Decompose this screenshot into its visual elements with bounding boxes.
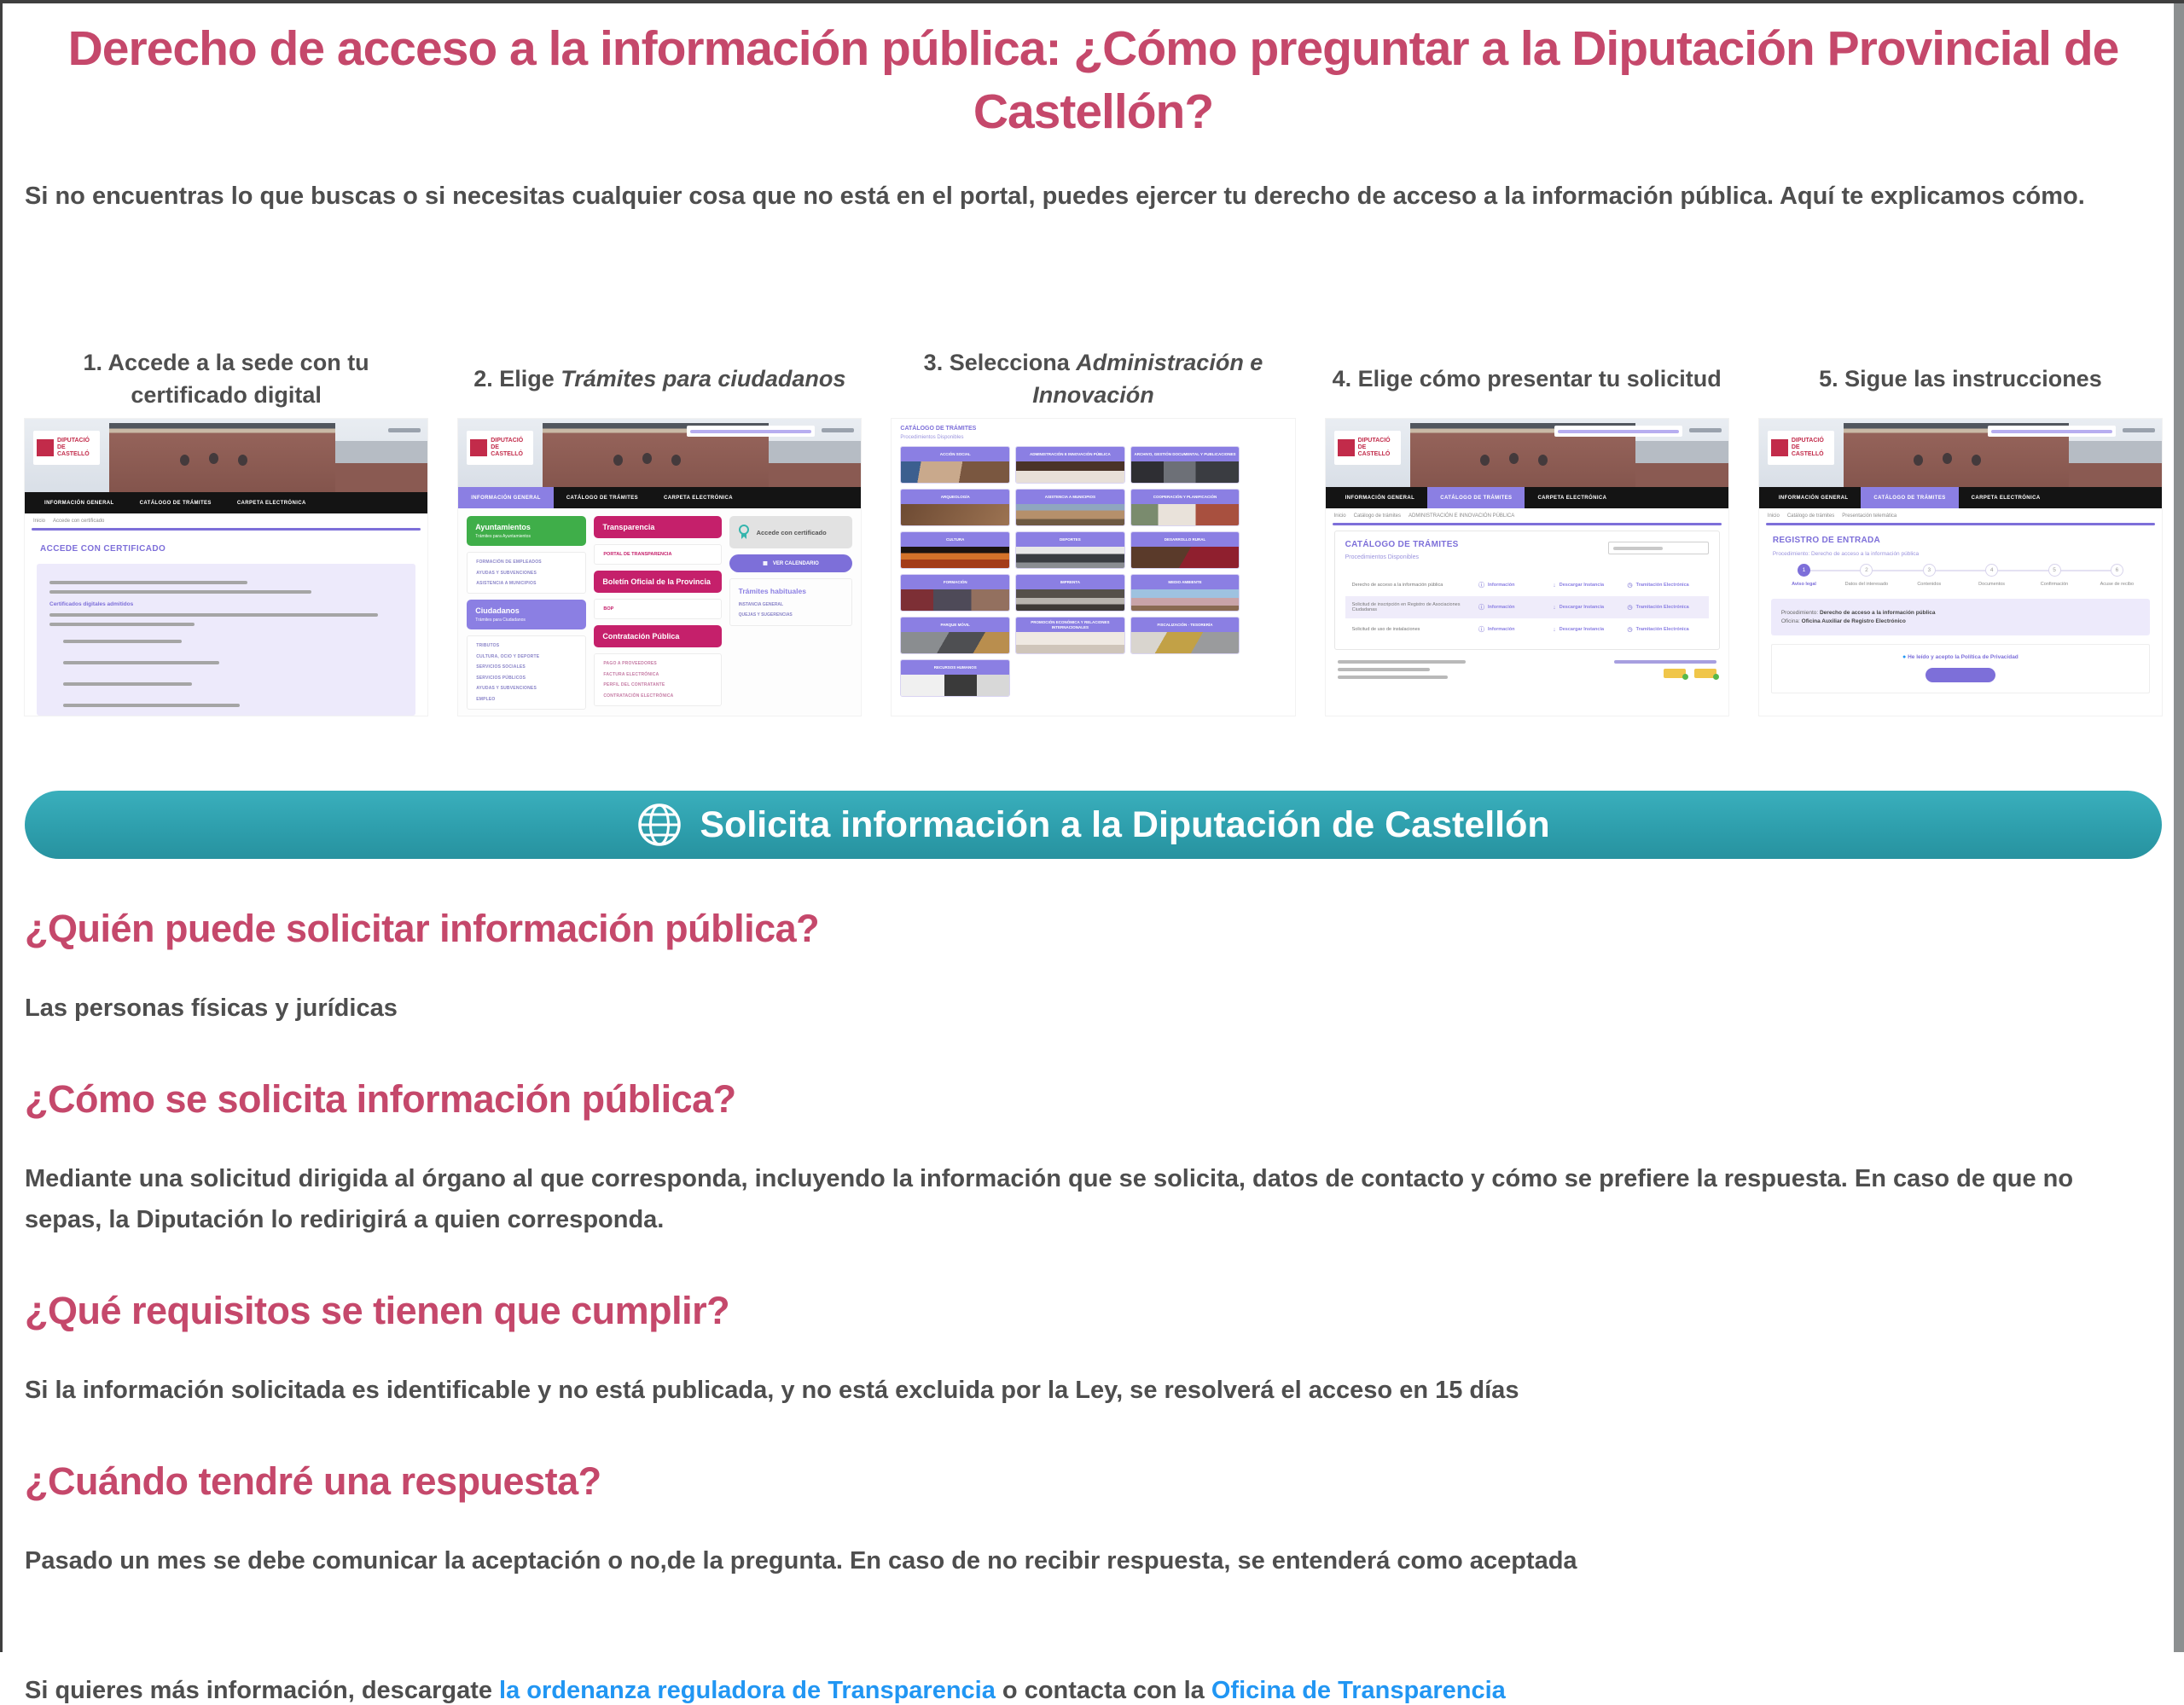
answer-1: Las personas físicas y jurídicas [25,995,398,1023]
privacy-accept-panel: ● He leído y acepto la Política de Privacidad [1771,644,2150,693]
nav-carpeta-electronica: CARPETA ELECTRÓNICA [236,500,306,506]
tramites-habituales-card: Trámites habituales INSTANCIA GENERAL QUEJAS Y SUGERENCIAS [729,578,853,626]
solicita-informacion-banner [25,791,2162,859]
stepper-step: 2 Datos del interesado [1835,564,1897,587]
category-card: IMPRENTA [1015,574,1125,612]
answer-4: Pasado un mes se debe comunicar la aceptación o no,de la pregunta. En caso de no recibir respuesta, se entenderá como aceptada [25,1546,1577,1575]
clock-icon: ◷ [1627,605,1633,612]
transparencia-card: Transparencia [594,516,721,538]
stepper-step: 6 Acuse de recibo [2086,564,2148,587]
bop-card: Boletín Oficial de la Provincia [594,571,721,593]
sede-navbar [458,487,861,508]
answer-2: Mediante una solicitud dirigida al órgano al que corresponda, incluyendo la información que se solicita, datos de contacto y cómo se prefiere la respuesta. En caso de que no sepas, la Diputación lo redirigirá a quien corresponda. [25,1165,2074,1233]
question-heading-1: ¿Quién puede solicitar información pública? [25,907,820,951]
text-line [49,623,195,626]
category-card: ACCIÓN SOCIAL [900,446,1010,484]
ver-calendario-button: ▦ VER CALENDARIO [729,554,853,572]
nav-carpeta-electronica: CARPETA ELECTRÓNICA [1971,495,2041,501]
step-2 [458,340,861,716]
diputacio-logo: DIPUTACIÓ DE CASTELLÓ [467,431,533,465]
accessibility-badge [1694,669,1716,678]
category-card: ASISTENCIA A MUNICIPIOS [1015,489,1125,526]
globe-icon [636,802,682,848]
text-line [49,590,311,594]
step-3 [892,340,1294,716]
sede-navbar [1326,487,1728,508]
step-5-text: 5. Sigue las instrucciones [1819,366,2102,392]
table-row: Solicitud de uso de instalaciones ⓘ Información ↓ Descargar Instancia ◷ Tramitación Electrónica [1351,626,1689,634]
category-photo [1016,589,1124,611]
procedure-summary-panel: Procedimiento: Derecho de acceso a la información pública Oficina: Oficina Auxiliar de Registro Electrónico [1771,599,2150,635]
logged-user-chip [687,426,815,437]
step-4-text: 4. Elige cómo presentar tu solicitud [1332,366,1722,392]
certificate-ribbon-icon [738,525,750,540]
nav-informacion-general: INFORMACIÓN GENERAL [1345,495,1415,501]
contratacion-card: Contratación Pública [594,625,721,647]
category-photo [901,675,1009,696]
category-card: ARQUEOLOGÍA [900,489,1010,526]
stepper-step: 3 Contenidos [1898,564,1960,587]
certificados-link: Certificados digitales admitidos [49,601,134,608]
sede-navbar [1759,487,2162,508]
logo-mark [1338,439,1355,456]
download-icon: ↓ [1553,626,1556,633]
procedimientos-link: Procedimientos Disponibles [900,435,964,441]
breadcrumb: Inicio Accede con certificado [33,518,105,524]
step-1-text: 1. Accede a la sede con tu certificado digital [83,350,369,409]
table-row: Solicitud de inscripción en Registro de Asociaciones Ciudadanas ⓘ Información ↓ Descargar Instancia ◷ Tramitación Electrónica [1345,596,1709,618]
category-card: DEPORTES [1015,531,1125,569]
nav-carpeta-electronica: CARPETA ELECTRÓNICA [1537,495,1607,501]
step-4-screenshot [1326,419,1728,716]
clock-icon: ◷ [1627,583,1633,589]
category-card: FISCALIZACIÓN - TESORERÍA [1130,617,1240,654]
building-wing [769,441,862,487]
stepper-step: 1 Aviso legal [1773,564,1835,587]
nav-carpeta-electronica: CARPETA ELECTRÓNICA [664,495,733,501]
category-photo [1131,632,1240,653]
catalog-cards [458,508,861,716]
step-1-label [25,340,427,419]
text-line [1338,668,1430,671]
text-line [49,581,247,584]
logged-user-chip [1554,426,1682,437]
info-icon: ⓘ [1478,627,1484,634]
step-3-label [892,340,1294,419]
answer-3: Si la información solicitada es identificable y no está publicada, y no está excluida por la Ley, se resolverá el acceso en 15 días [25,1376,1519,1404]
divider [1333,523,1722,525]
radio-checked-icon: ● [1902,654,1907,661]
category-photo [1016,547,1124,568]
text-line [49,613,378,617]
text-line [1338,676,1448,679]
sede-header-image [458,419,861,487]
question-heading-4: ¿Cuándo tendré una respuesta? [25,1459,601,1503]
category-photo [1016,461,1124,483]
building-wing [1635,441,1728,487]
question-heading-2: ¿Cómo se solicita información pública? [25,1077,736,1122]
accede-con-certificado-heading: ACCEDE CON CERTIFICADO [40,544,166,554]
logo-mark [470,439,487,456]
nav-catalogo-tramites: CATÁLOGO DE TRÁMITES [566,495,639,501]
category-photo [1131,461,1240,483]
divider [1766,523,2155,525]
intro-paragraph: Si no encuentras lo que buscas o si necesitas cualquier cosa que no está en el portal, puedes ejercer tu derecho de acceso a la información pública. Aquí te explicamos cómo. [25,183,2085,211]
step-5-label [1759,340,2162,419]
step-2-screenshot [458,419,861,716]
category-card: RECURSOS HUMANOS [900,659,1010,697]
question-heading-3: ¿Qué requisitos se tienen que cumplir? [25,1288,730,1332]
continue-button [1926,668,1995,682]
category-card: MEDIO AMBIENTE [1130,574,1240,612]
ordenanza-transparencia-link[interactable]: la ordenanza reguladora de Transparencia [499,1677,996,1705]
search-input [1608,542,1709,554]
sede-header-image [25,419,427,492]
certificate-list [63,634,403,716]
step-5-screenshot [1759,419,2162,716]
breadcrumb: Inicio Catálogo de trámites ADMINISTRACIÓN E INNOVACIÓN PÚBLICA [1333,513,1515,519]
banner-text: Solicita información a la Diputación de Castellón [700,803,1550,845]
calendar-icon: ▦ [763,561,768,567]
page-scrollbar[interactable] [2174,3,2184,1652]
certificate-info-panel [37,564,415,716]
stepper-step: 4 Documentos [1960,564,2023,587]
category-card: COOPERACIÓN Y PLANIFICACIÓN [1130,489,1240,526]
building-wing [335,441,428,492]
category-photo [901,632,1009,653]
step-4 [1326,340,1728,716]
info-icon: ⓘ [1478,605,1484,612]
header-datetime [1689,428,1722,432]
more-info-text: Si quieres más información, descargate [25,1677,500,1705]
building-photo [109,423,334,492]
text-line [63,640,182,643]
logo-mark [37,439,54,456]
step-3-italic: Administración e Innovación [1032,350,1263,409]
download-icon: ↓ [1553,582,1556,589]
nav-informacion-general: INFORMACIÓN GENERAL [458,487,554,508]
step-3-text: 3. Selecciona [923,350,1077,376]
download-icon: ↓ [1553,604,1556,611]
building-wing [2069,441,2162,487]
nav-informacion-general: INFORMACIÓN GENERAL [1778,495,1849,501]
more-info-text: o contacta con la [995,1677,1211,1705]
accessibility-badge [1664,669,1686,678]
nav-catalogo-tramites: CATÁLOGO DE TRÁMITES [1427,487,1525,508]
diputacio-logo: DIPUTACIÓ DE CASTELLÓ [33,431,100,465]
category-photo [1131,589,1240,611]
more-info-line [25,1677,2162,1705]
sede-header-image [1326,419,1728,487]
sede-navbar [25,492,427,513]
step-2-italic: Trámites para ciudadanos [561,366,846,392]
diputacio-logo: DIPUTACIÓ DE CASTELLÓ [1334,431,1401,465]
step-3-screenshot [892,419,1294,716]
clock-icon: ◷ [1627,627,1633,634]
stepper-step: 5 Confirmación [2023,564,2085,587]
step-2-text: 2. Elige [473,366,561,392]
nav-informacion-general: INFORMACIÓN GENERAL [44,500,114,506]
accede-certificado-card: Accede con certificado [729,516,853,548]
ciudadanos-card: Ciudadanos Trámites para Ciudadanos [467,600,586,629]
category-photo [1131,547,1240,568]
breadcrumb: Inicio Catálogo de trámites Presentación telemática [1767,513,1897,519]
category-card: ADMINISTRACIÓN E INNOVACIÓN PÚBLICA [1015,446,1125,484]
oficina-transparencia-link[interactable]: Oficina de Transparencia [1211,1677,1506,1705]
step-4-label [1326,340,1728,419]
category-card: CULTURA [900,531,1010,569]
category-photo [1131,504,1240,525]
ciudadanos-links: TRIBUTOS CULTURA, OCIO Y DEPORTE SERVICIOS SOCIALES SERVICIOS PÚBLICOS AYUDAS Y SUBVENCIONES EMPLEO [467,635,586,710]
text-line [63,682,192,686]
ayuntamientos-links: FORMACIÓN DE EMPLEADOS AYUDAS Y SUBVENCIONES ASISTENCIA A MUNICIPIOS [467,552,586,594]
header-datetime [2123,428,2155,432]
steps-row [3,340,2184,716]
bop-link: BOP [594,599,721,619]
step-1-screenshot [25,419,427,716]
wizard-stepper [1773,564,2148,587]
divider [32,528,421,531]
catalogo-tramites-link: CATÁLOGO DE TRÁMITES [900,426,977,432]
header-datetime [822,428,854,432]
nav-catalogo-tramites: CATÁLOGO DE TRÁMITES [139,500,212,506]
procedimiento-subheading: Procedimiento: Derecho de acceso a la información pública [1772,551,1920,558]
text-line [1338,660,1466,664]
logo-mark [1771,439,1788,456]
ayuntamientos-card: Ayuntamientos Trámites para Ayuntamientos [467,516,586,546]
category-grid [900,446,1240,697]
header-datetime [388,428,421,432]
registro-entrada-heading: REGISTRO DE ENTRADA [1772,536,1881,546]
category-card: FORMACIÓN [900,574,1010,612]
catalogo-heading: CATÁLOGO DE TRÁMITES [1345,540,1459,550]
step-5 [1759,340,2162,716]
text-line [63,661,219,664]
category-photo [1016,632,1124,653]
footer-links [1614,660,1716,664]
category-photo [1016,504,1124,525]
category-photo [901,504,1009,525]
nav-catalogo-tramites: CATÁLOGO DE TRÁMITES [1861,487,1958,508]
portal-transparencia-link: PORTAL DE TRANSPARENCIA [594,544,721,565]
procedimientos-subheading: Procedimientos Disponibles [1345,554,1419,561]
info-icon: ⓘ [1478,583,1484,589]
table-row: Derecho de acceso a la información pública ⓘ Información ↓ Descargar Instancia ◷ Tramitación Electrónica [1351,582,1689,589]
category-card: PARQUE MÓVIL [900,617,1010,654]
page-title: Derecho de acceso a la información pública: ¿Cómo preguntar a la Diputación Provincial de Castellón? [67,21,2119,140]
category-card: PROMOCIÓN ECONÓMICA Y RELACIONES INTERNACIONALES [1015,617,1125,654]
category-photo [901,547,1009,568]
step-2-label [458,340,861,419]
category-photo [901,461,1009,483]
step-1 [25,340,427,716]
category-photo [901,589,1009,611]
sede-footer [1338,660,1716,679]
sede-header-image [1759,419,2162,487]
text-line [63,704,240,707]
category-card: ARCHIVO, GESTIÓN DOCUMENTAL Y PUBLICACIONES [1130,446,1240,484]
diputacio-logo: DIPUTACIÓ DE CASTELLÓ [1768,431,1834,465]
catalog-table-card [1334,531,1720,650]
logged-user-chip [1988,426,2116,437]
procedures-table [1345,574,1709,641]
category-card: DESARROLLO RURAL [1130,531,1240,569]
contratacion-links: PAGO A PROVEEDORES FACTURA ELECTRÓNICA PERFIL DEL CONTRATANTE CONTRATACIÓN ELECTRÓNICA [594,653,721,706]
